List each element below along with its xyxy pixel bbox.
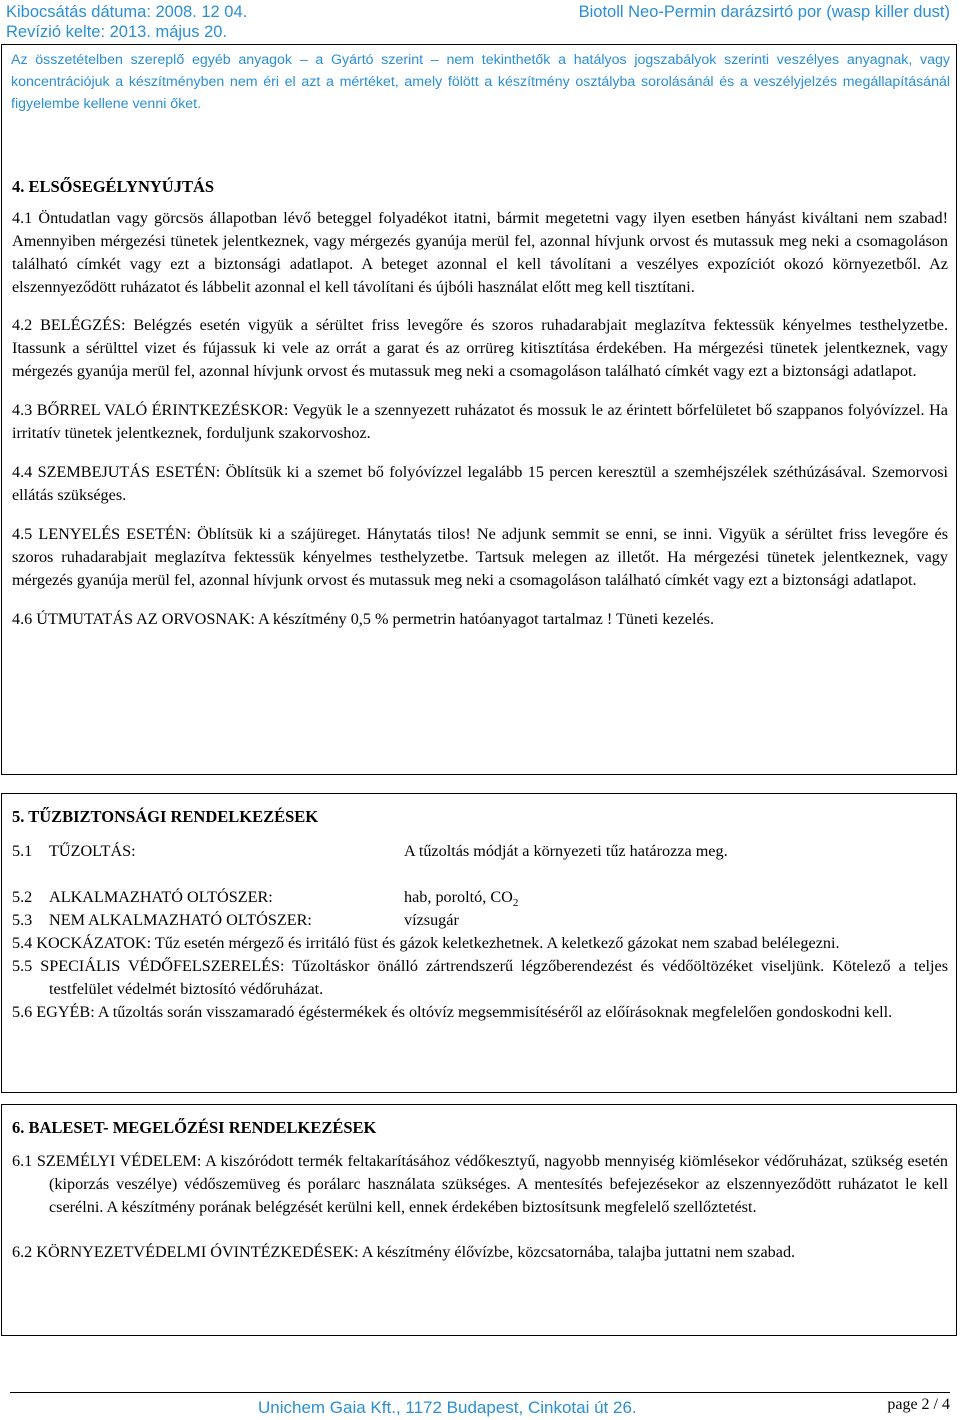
section-4-title: 4. ELSŐSEGÉLYNYÚJTÁS bbox=[12, 177, 215, 196]
para-4-2: 4.2 BELÉGZÉS: Belégzés esetén vigyük a sérültet friss levegőre és szoros ruhadarabjait meglazítva fektessük kényelmes testhelyzetbe. Itassunk a sérülttel vizet és fújassuk ki vele az orrát a garat és az orrüreg kitisztítása érdekében. Ha mérgezési tünetek jelentkeznek, vagy mérgezés gyanúja merül fel, azonnal hívjunk orvost és mutassuk meg neki a csomagoláson található címkét vagy ezt a biztonsági adatlapot. bbox=[12, 316, 948, 380]
para-4-3: 4.3 BŐRREL VALÓ ÉRINTKEZÉSKOR: Vegyük le a szennyezett ruházatot és mossuk le az érintett bőrfelületet bő szappanos folyóvízzel. Ha irritatív tünetek jelentkeznek, forduljunk szakorvoshoz. bbox=[12, 401, 948, 442]
para-6-2: 6.2 KÖRNYEZETVÉDELMI ÓVINTÉZKEDÉSEK: A készítmény élővízbe, közcsatornába, talajba juttatni nem szabad. bbox=[12, 1243, 796, 1261]
para-5-5: 5.5 SPECIÁLIS VÉDŐFELSZERELÉS: Tűzoltáskor önálló zártrendszerű légzőberendezést és védőöltözéket viseljünk. Kötelező a teljes testfelület védelmét biztosító védőruházat. bbox=[12, 957, 948, 998]
row-5-2: 5.2 ALKALMAZHATÓ OLTÓSZER: hab, poroltó, $CO_2$ bbox=[12, 888, 519, 910]
intro-paragraph: Az összetételben szereplő egyéb anyagok – a Gyártó szerint – nem tekinthetők a hatályos jogszabályok szerinti veszélyes anyagnak, vagy koncentrációjuk a készítményben nem éri el azt a mértéket, amely fölött a készítmény osztályba sorolásánál és a veszélyjelzés megállapításánál figyelembe kellene venni őket. bbox=[11, 52, 950, 112]
para-6-1: 6.1 SZEMÉLYI VÉDELEM: A kiszóródott termék feltakarításához védőkesztyű, nagyobb mennyiség kiömlésekor védőruházat, szükség esetén (kiporzás veszélye) védőszemüveg és porálarc használata szükséges. A mentesítés befejezésekor az elszennyeződött ruházatot le kell cserélni. A készítmény porának belégzését kerülni kell, ennek érdekében biztosítsunk megfelelő szellőztetést. bbox=[12, 1152, 948, 1216]
para-5-4: 5.4 KOCKÁZATOK: Tűz esetén mérgező és irritáló füst és gázok keletkezhetnek. A keletkező gázokat nem szabad belélegezni. bbox=[12, 934, 840, 952]
product-name: Biotoll Neo-Permin darázsirtó por (wasp killer dust) bbox=[578, 3, 950, 21]
page-number: page 2 / 4 bbox=[887, 1396, 950, 1413]
footer-company: Unichem Gaia Kft., 1172 Budapest, Cinkotai út 26. bbox=[258, 1398, 637, 1417]
issue-date: Kibocsátás dátuma: 2008. 12 04. bbox=[6, 3, 248, 21]
section-6-title: 6. BALESET- MEGELŐZÉSI RENDELKEZÉSEK bbox=[12, 1118, 377, 1137]
para-4-1: 4.1 Öntudatlan vagy görcsös állapotban lévő beteggel folyadékot itatni, bármit megetetni vagy ilyen esetben hányást kiváltani nem szabad! Amennyiben mérgezési tünetek jelentkeznek, vagy mérgezés gyanúja merül fel, azonnal hívjunk orvost és mutassuk meg neki a csomagoláson található címkét vagy ezt a biztonsági adatlapot. A beteget azonnal el kell távolítani a veszélyes expozíciót okozó környezetből. Az elszennyeződött ruházatot és lábbelit azonnal el kell távolítani és újbóli használat előtt meg kell tisztítani. bbox=[12, 209, 948, 296]
para-5-6: 5.6 EGYÉB: A tűzoltás során visszamaradó égéstermékek és oltóvíz megsemmisítéséről az előírásoknak megfelelően gondoskodni kell. bbox=[12, 1003, 893, 1021]
para-4-5: 4.5 LENYELÉS ESETÉN: Öblítsük ki a szájüreget. Hánytatás tilos! Ne adjunk semmit se enni, se inni. Vigyük a sérültet friss levegőre és szoros ruhadarabjait meglazítva fektessük kényelmes testhelyzetbe. Tartsuk melegen az illetőt. Ha mérgezési tünetek jelentkeznek, vagy mérgezés gyanúja merül fel, azonnal hívjunk orvost és mutassuk meg neki a csomagoláson található címkét vagy ezt a biztonsági adatlapot. bbox=[12, 525, 948, 589]
section-5-box bbox=[1, 793, 957, 1093]
revision-date: Revízió kelte: 2013. május 20. bbox=[6, 23, 228, 41]
para-4-4: 4.4 SZEMBEJUTÁS ESETÉN: Öblítsük ki a szemet bő folyóvízzel legalább 15 percen keresztül a szemhéjszélek széthúzásával. Szemorvosi ellátás szükséges. bbox=[12, 463, 948, 504]
footer-rule bbox=[10, 1392, 950, 1393]
para-4-6: 4.6 ÚTMUTATÁS AZ ORVOSNAK: A készítmény 0,5 % permetrin hatóanyagot tartalmaz ! Tüneti kezelés. bbox=[12, 610, 715, 628]
section-4-box bbox=[1, 44, 957, 775]
section-6-box bbox=[1, 1104, 957, 1336]
section-5-title: 5. TŰZBIZTONSÁGI RENDELKEZÉSEK bbox=[12, 807, 319, 826]
row-5-3: 5.3 NEM ALKALMAZHATÓ OLTÓSZER: vízsugár bbox=[12, 911, 459, 929]
row-5-1: 5.1 TŰZOLTÁS: A tűzoltás módját a környezeti tűz határozza meg. bbox=[12, 842, 728, 860]
